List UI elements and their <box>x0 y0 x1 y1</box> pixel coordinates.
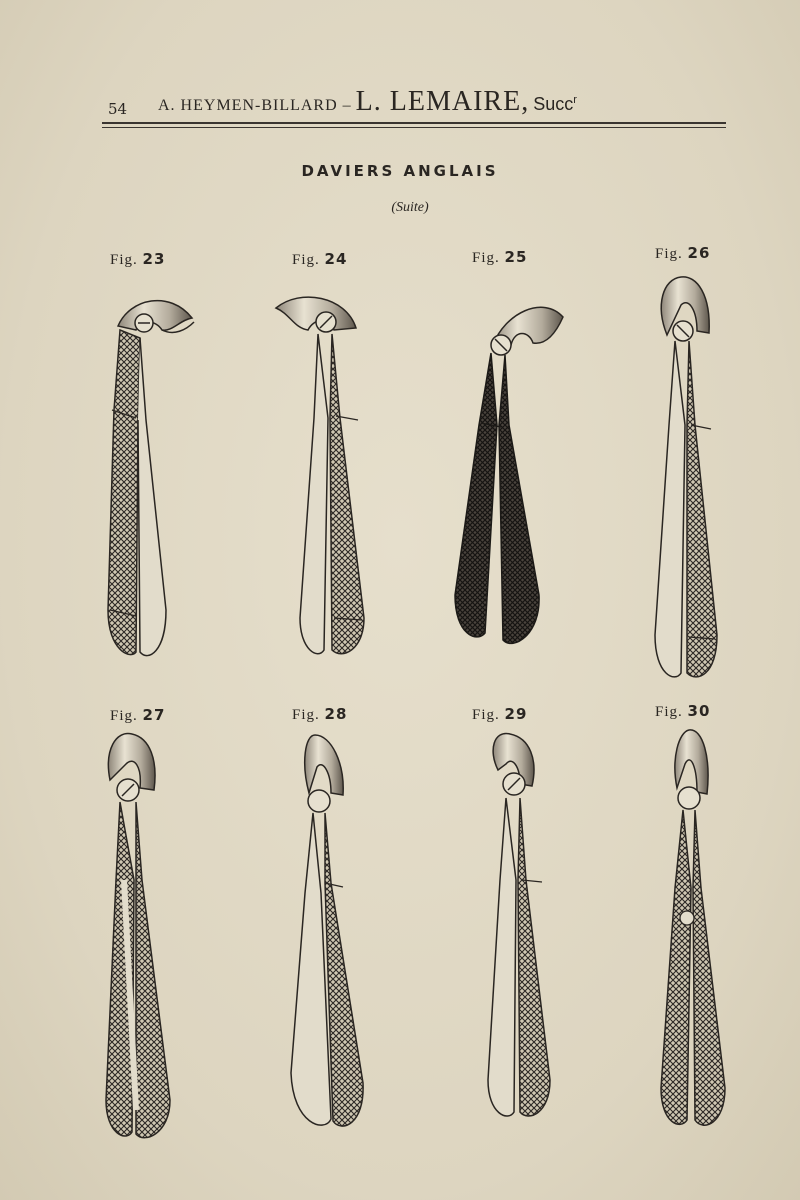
fig-label-24 <box>292 250 347 269</box>
header-main-name: L. LEMAIRE, <box>355 86 530 117</box>
section-subtitle: (Suite) <box>391 200 429 215</box>
forceps-icon <box>100 290 200 665</box>
fig-label-23 <box>110 250 165 269</box>
fig-prefix: Fig. <box>655 246 683 262</box>
page-header <box>108 86 728 126</box>
header-publisher <box>158 86 577 118</box>
fig-number: 25 <box>504 248 528 266</box>
fig-label-26 <box>655 244 710 263</box>
fig-number: 30 <box>687 702 711 720</box>
forceps-icon <box>645 275 730 685</box>
header-successor-sup: r <box>573 94 577 106</box>
fig-prefix: Fig. <box>655 704 683 720</box>
forceps-icon <box>445 295 570 655</box>
header-rule-thin <box>102 127 726 128</box>
header-left-name: A. HEYMEN-BILLARD – <box>158 97 352 114</box>
fig-number: 26 <box>687 244 711 262</box>
fig-prefix: Fig. <box>472 250 500 266</box>
forceps-icon <box>480 730 560 1125</box>
forceps-icon <box>100 730 180 1145</box>
fig-prefix: Fig. <box>472 707 500 723</box>
fig-label-28 <box>292 705 347 724</box>
fig-label-27 <box>110 706 165 725</box>
fig-prefix: Fig. <box>292 252 320 268</box>
fig-number: 24 <box>324 250 348 268</box>
header-rule-thick <box>102 122 726 124</box>
section-title: DAVIERS ANGLAIS <box>301 162 499 180</box>
fig-label-29 <box>472 705 527 724</box>
fig-label-30 <box>655 702 710 721</box>
header-successor <box>533 94 577 114</box>
fig-number: 27 <box>142 706 166 724</box>
fig-number: 23 <box>142 250 166 268</box>
forceps-icon <box>270 288 380 663</box>
fig-prefix: Fig. <box>110 252 138 268</box>
forceps-icon <box>655 728 735 1133</box>
forceps-icon <box>285 733 375 1133</box>
fig-prefix: Fig. <box>110 708 138 724</box>
fig-label-25 <box>472 248 527 267</box>
page-number: 54 <box>108 100 128 118</box>
fig-number: 29 <box>504 705 528 723</box>
fig-number: 28 <box>324 705 348 723</box>
fig-prefix: Fig. <box>292 707 320 723</box>
header-successor-text: Succ <box>533 94 574 114</box>
